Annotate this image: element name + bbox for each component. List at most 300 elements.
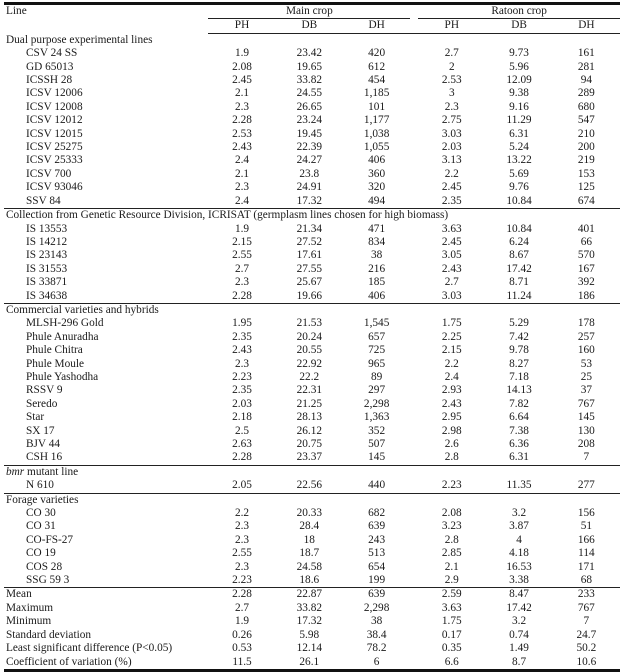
line-name: RSSV 9 <box>26 384 63 397</box>
table-row <box>4 384 620 397</box>
cell-value: 4.18 <box>509 547 529 560</box>
cell-value: 654 <box>368 560 386 573</box>
cell-value: 1,177 <box>363 114 390 127</box>
line-name: CSV 24 SS <box>26 47 78 60</box>
cell-value: 2.08 <box>232 60 252 73</box>
cell-value: 2.4 <box>234 154 250 167</box>
statistic-value: 7 <box>583 615 590 628</box>
cell-value: 2.3 <box>234 560 250 573</box>
cell-value: 6.36 <box>509 438 529 450</box>
statistic-value: 2.28 <box>208 588 275 602</box>
cell-value: 834 <box>368 235 386 248</box>
cell-value: 219 <box>577 154 595 167</box>
cell-value: 2.93 <box>441 384 462 397</box>
cell-value: 94 <box>580 74 592 87</box>
cell-value: 11.35 <box>506 479 532 492</box>
col-ratoon-ph: PH <box>418 19 485 33</box>
line-name: Phule Chitra <box>26 344 83 357</box>
cell-value: 24.58 <box>296 560 323 573</box>
cell-value: 2.98 <box>441 424 462 437</box>
line-name: IS 31553 <box>26 262 68 275</box>
line-name: COS 28 <box>26 560 63 573</box>
cell-value: 28.4 <box>299 520 320 533</box>
col-ratoon-dh: DH <box>553 19 620 33</box>
cell-value: 2.43 <box>232 141 252 154</box>
cell-value: 289 <box>577 87 595 100</box>
cell-value: 7 <box>583 451 590 464</box>
table-row <box>4 451 620 465</box>
cell-value: 19.45 <box>296 127 323 140</box>
table-row <box>4 425 620 438</box>
main-crop-header: Main crop <box>208 4 410 19</box>
cell-value: 2.8 <box>444 533 459 546</box>
line-name: Phule Anuradha <box>26 330 99 343</box>
statistic-value: 3.63 <box>441 601 462 614</box>
cell-value: 2.53 <box>232 127 252 140</box>
cell-value: 5.24 <box>509 141 529 154</box>
cell-value: 2 <box>448 60 455 73</box>
line-name: MLSH-296 Gold <box>26 317 104 330</box>
statistic-value: 0.26 <box>232 628 252 641</box>
cell-value: 2.53 <box>441 74 462 87</box>
statistic-value: 1.75 <box>441 615 462 628</box>
cell-value: 257 <box>577 330 595 343</box>
table-row <box>4 331 620 344</box>
cell-value: 2.85 <box>441 547 462 560</box>
line-name: ICSV 25275 <box>26 141 83 154</box>
cell-value: 24.55 <box>296 87 323 100</box>
cell-value: 9.73 <box>509 47 529 60</box>
statistic-value: 3.2 <box>511 615 527 628</box>
data-table <box>4 2 620 672</box>
cell-value: 3.2 <box>511 507 527 520</box>
statistic-value: 2,298 <box>363 601 390 614</box>
line-name: ICSV 25333 <box>26 154 83 167</box>
cell-value: 2.3 <box>444 100 459 113</box>
cell-value: 352 <box>368 424 386 437</box>
cell-value: 208 <box>577 438 595 450</box>
table-row <box>4 520 620 533</box>
cell-value: 22.31 <box>296 384 323 397</box>
cell-value: 2.15 <box>441 344 462 357</box>
cell-value: 10.84 <box>506 194 532 207</box>
cell-value: 23.42 <box>296 47 323 60</box>
table-row <box>4 358 620 371</box>
table-row <box>4 438 620 451</box>
cell-value: 2.7 <box>444 276 459 289</box>
cell-value: 19.65 <box>296 60 323 73</box>
cell-value: 2.6 <box>444 438 459 450</box>
table-row <box>4 181 620 194</box>
cell-value: 471 <box>368 222 386 235</box>
table-row <box>4 479 620 493</box>
cell-value: 507 <box>368 438 386 450</box>
cell-value: 20.55 <box>296 344 323 357</box>
cell-value: 186 <box>577 289 595 302</box>
table-row <box>4 128 620 141</box>
cell-value: 26.65 <box>296 100 323 113</box>
cell-value: 2.2 <box>444 167 459 180</box>
line-name: IS 33871 <box>26 276 68 289</box>
cell-value: 2.15 <box>232 235 252 248</box>
cell-value: 160 <box>577 344 595 357</box>
cell-value: 14.13 <box>506 384 532 397</box>
cell-value: 20.33 <box>296 507 323 520</box>
cell-value: 7.18 <box>509 370 529 383</box>
cell-value: 1.9 <box>234 47 250 60</box>
cell-value: 125 <box>577 181 595 194</box>
section-title <box>4 465 620 479</box>
cell-value: 6.24 <box>509 235 529 248</box>
statistic-value: 1.9 <box>234 615 250 628</box>
cell-value: 3.03 <box>441 289 462 302</box>
cell-value: 22.39 <box>296 141 323 154</box>
cell-value: 216 <box>368 262 386 275</box>
cell-value: 2.25 <box>441 330 462 343</box>
cell-value: 2.43 <box>441 397 462 410</box>
cell-value: 2.43 <box>232 344 252 357</box>
cell-value: 9.76 <box>509 181 529 194</box>
cell-value: 27.55 <box>296 262 323 275</box>
cell-value: 2.35 <box>232 384 252 397</box>
cell-value: 5.96 <box>509 60 529 73</box>
statistic-value: 38.4 <box>366 628 387 641</box>
statistic-name: Coefficient of variation (%) <box>6 655 132 668</box>
section-header-row <box>4 209 620 223</box>
cell-value: 281 <box>577 60 595 73</box>
cell-value: 25 <box>580 370 592 383</box>
cell-value: 171 <box>577 560 595 573</box>
cell-value: 2.23 <box>441 479 462 492</box>
cell-value: 2.4 <box>234 194 250 207</box>
cell-value: 20.75 <box>296 438 323 450</box>
table-row <box>4 411 620 424</box>
cell-value: 145 <box>577 411 595 424</box>
statistic-row <box>4 615 620 628</box>
cell-value: 16.53 <box>506 560 532 573</box>
cell-value: 2.28 <box>232 114 252 127</box>
line-name: CSH 16 <box>26 451 63 464</box>
line-name: CO 19 <box>26 547 56 560</box>
section-title-text: Commercial varieties and hybrids <box>6 303 159 316</box>
cell-value: 38 <box>370 249 383 262</box>
cell-value: 53 <box>580 357 592 370</box>
cell-value: 12.09 <box>506 74 532 87</box>
cell-value: 2.18 <box>232 411 252 424</box>
line-name: Phule Moule <box>26 357 85 370</box>
cell-value: 2.2 <box>234 507 250 520</box>
statistic-name: Least significant difference (P<0.05) <box>6 642 173 655</box>
table-row <box>4 574 620 588</box>
cell-value: 101 <box>368 100 386 113</box>
cell-value: 22.56 <box>296 479 323 492</box>
line-name: ICSV 93046 <box>26 181 83 194</box>
cell-value: 2.3 <box>234 357 250 370</box>
ratoon-crop-header: Ratoon crop <box>418 4 620 19</box>
cell-value: 17.42 <box>506 262 532 275</box>
section-title-text: Collection from Genetic Resource Division, ICRISAT (germplasm lines chosen for high biomass) <box>6 209 449 222</box>
cell-value: 2.4 <box>444 370 459 383</box>
cell-value: 3.05 <box>441 249 462 262</box>
cell-value: 1.75 <box>441 317 462 330</box>
col-main-ph: PH <box>208 19 275 33</box>
line-name: Star <box>26 411 45 424</box>
cell-value: 570 <box>577 249 595 262</box>
cell-value: 22.2 <box>299 370 320 383</box>
cell-value: 406 <box>368 289 386 302</box>
table-row <box>4 195 620 209</box>
line-name: ICSSH 28 <box>26 74 73 87</box>
cell-value: 200 <box>577 141 595 154</box>
cell-value: 680 <box>577 100 595 113</box>
cell-value: 2.7 <box>444 47 459 60</box>
statistic-value: 6 <box>373 655 380 668</box>
cell-value: 513 <box>368 547 386 560</box>
statistic-value: 17.32 <box>296 615 323 628</box>
cell-value: 277 <box>577 479 595 492</box>
cell-value: 18.7 <box>299 547 320 560</box>
statistic-name: Maximum <box>6 601 54 614</box>
line-name: SSG 59 3 <box>26 574 70 587</box>
table-row <box>4 290 620 304</box>
cell-value: 161 <box>577 47 595 60</box>
cell-value: 674 <box>577 194 595 207</box>
section-title <box>4 33 620 47</box>
cell-value: 2.55 <box>232 249 252 262</box>
line-name: SX 17 <box>26 424 55 437</box>
cell-value: 178 <box>577 317 595 330</box>
cell-value: 2.55 <box>232 547 252 560</box>
cell-value: 28.13 <box>296 411 323 424</box>
cell-value: 2.95 <box>441 411 462 424</box>
cell-value: 9.78 <box>509 344 529 357</box>
line-name: Phule Yashodha <box>26 370 99 383</box>
cell-value: 21.53 <box>296 317 323 330</box>
statistic-value: 38 <box>370 615 383 628</box>
statistic-value: 233 <box>553 588 620 602</box>
cell-value: 5.69 <box>509 167 529 180</box>
cell-value: 7.82 <box>509 397 529 410</box>
cell-value: 33.82 <box>296 74 323 87</box>
cell-value: 24.91 <box>296 181 323 194</box>
statistic-value: 8.47 <box>485 588 552 602</box>
cell-value: 9.38 <box>509 87 529 100</box>
table-row <box>4 61 620 74</box>
cell-value: 1,363 <box>363 411 390 424</box>
table-row <box>4 561 620 574</box>
line-column-header: Line <box>6 5 27 17</box>
cell-value: 360 <box>368 167 386 180</box>
statistic-value: 1.49 <box>509 642 529 655</box>
section-title <box>4 303 620 317</box>
statistic-name: Mean <box>4 588 208 602</box>
line-name: BJV 44 <box>26 438 61 450</box>
cell-value: 2.03 <box>232 397 252 410</box>
cell-value: 639 <box>368 520 386 533</box>
cell-value: 17.61 <box>296 249 323 262</box>
cell-value: 454 <box>368 74 386 87</box>
cell-value: 392 <box>577 276 595 289</box>
cell-value: 725 <box>368 344 386 357</box>
statistic-value: 0.53 <box>232 642 252 655</box>
line-name: ICSV 12012 <box>26 114 83 127</box>
statistic-value: 8.7 <box>511 655 527 668</box>
cell-value: 494 <box>368 194 386 207</box>
statistic-value: 10.6 <box>576 655 597 668</box>
cell-value: 166 <box>577 533 595 546</box>
table-row <box>4 534 620 547</box>
cell-value: 9.16 <box>509 100 529 113</box>
cell-value: 21.34 <box>296 222 323 235</box>
statistic-value: 26.1 <box>299 655 320 668</box>
cell-value: 2.28 <box>232 289 252 302</box>
cell-value: 2.5 <box>234 424 250 437</box>
cell-value: 2.3 <box>234 520 250 533</box>
line-name: ICSV 700 <box>26 167 72 180</box>
line-name: GD 65013 <box>26 60 74 73</box>
cell-value: 13.22 <box>506 154 532 167</box>
line-name: CO 31 <box>26 520 56 533</box>
cell-value: 2.3 <box>234 276 250 289</box>
cell-value: 2.03 <box>441 141 462 154</box>
cell-value: 37 <box>580 384 592 397</box>
cell-value: 1,545 <box>363 317 390 330</box>
statistic-value: 5.98 <box>299 628 320 641</box>
table-row <box>4 276 620 289</box>
table-row <box>4 114 620 127</box>
table-row <box>4 547 620 560</box>
cell-value: 2.1 <box>234 167 250 180</box>
cell-value: 167 <box>577 262 595 275</box>
cell-value: 767 <box>577 397 595 410</box>
table-row <box>4 74 620 87</box>
cell-value: 6.31 <box>509 451 529 464</box>
cell-value: 7.38 <box>509 424 529 437</box>
statistic-value: 2.59 <box>418 588 485 602</box>
table-row <box>4 507 620 520</box>
cell-value: 66 <box>580 235 592 248</box>
cell-value: 2.43 <box>441 262 462 275</box>
cell-value: 130 <box>577 424 595 437</box>
statistic-value: 0.17 <box>441 628 462 641</box>
cell-value: 3.63 <box>441 222 462 235</box>
cell-value: 2.45 <box>441 235 462 248</box>
line-name: N 610 <box>26 479 54 492</box>
cell-value: 199 <box>368 574 386 587</box>
cell-value: 18 <box>303 533 315 546</box>
statistic-value: 12.14 <box>296 642 323 655</box>
cell-value: 2.8 <box>444 451 459 464</box>
cell-value: 3.38 <box>509 574 529 587</box>
statistic-row <box>4 656 620 671</box>
section-header-row <box>4 493 620 507</box>
table-row <box>4 236 620 249</box>
cell-value: 2.9 <box>444 574 459 587</box>
cell-value: 2.23 <box>232 574 252 587</box>
table-row <box>4 263 620 276</box>
cell-value: 6.31 <box>509 127 529 140</box>
cell-value: 2.28 <box>232 451 252 464</box>
cell-value: 657 <box>368 330 386 343</box>
cell-value: 51 <box>580 520 592 533</box>
cell-value: 243 <box>368 533 386 546</box>
section-title <box>4 209 620 223</box>
cell-value: 27.52 <box>296 235 323 248</box>
col-ratoon-db: DB <box>485 19 552 33</box>
cell-value: 26.12 <box>296 424 323 437</box>
cell-value: 22.92 <box>296 357 323 370</box>
statistic-name: Minimum <box>6 615 52 628</box>
cell-value: 1,185 <box>363 87 390 100</box>
cell-value: 24.27 <box>296 154 323 167</box>
cell-value: 8.67 <box>509 249 529 262</box>
cell-value: 297 <box>368 384 386 397</box>
cell-value: 2.45 <box>232 74 252 87</box>
cell-value: 25.67 <box>296 276 323 289</box>
line-name: ICSV 12006 <box>26 87 83 100</box>
cell-value: 8.71 <box>509 276 529 289</box>
cell-value: 23.37 <box>296 451 323 464</box>
table-row <box>4 141 620 154</box>
cell-value: 145 <box>368 451 386 464</box>
cell-value: 2.08 <box>441 507 462 520</box>
cell-value: 2.1 <box>444 560 459 573</box>
line-name: IS 14212 <box>26 235 68 248</box>
cell-value: 3.13 <box>441 154 462 167</box>
line-name: CO 30 <box>26 507 56 520</box>
cell-value: 612 <box>368 60 386 73</box>
section-title-text: Dual purpose experimental lines <box>6 33 153 46</box>
cell-value: 2.05 <box>232 479 252 492</box>
statistic-value: 33.82 <box>296 601 323 614</box>
table-row <box>4 398 620 411</box>
statistic-value: 78.2 <box>366 642 387 655</box>
cell-value: 153 <box>577 167 595 180</box>
section-header-row <box>4 465 620 479</box>
cell-value: 68 <box>580 574 592 587</box>
line-name: ICSV 12015 <box>26 127 83 140</box>
line-name: ICSV 12008 <box>26 100 83 113</box>
cell-value: 3.03 <box>441 127 462 140</box>
statistic-value: 17.42 <box>506 601 532 614</box>
cell-value: 406 <box>368 154 386 167</box>
cell-value: 2.35 <box>232 330 252 343</box>
table-row <box>4 249 620 262</box>
cell-value: 2.3 <box>234 100 250 113</box>
cell-value: 185 <box>368 276 386 289</box>
cell-value: 2.63 <box>232 438 252 450</box>
cell-value: 8.27 <box>509 357 529 370</box>
statistic-value: 6.6 <box>444 655 459 668</box>
statistic-value: 50.2 <box>576 642 597 655</box>
cell-value: 7.42 <box>509 330 529 343</box>
cell-value: 401 <box>577 222 595 235</box>
cell-value: 3.23 <box>441 520 462 533</box>
cell-value: 965 <box>368 357 386 370</box>
statistic-value: 11.5 <box>232 655 252 668</box>
col-main-dh: DH <box>343 19 410 33</box>
statistic-value: 24.7 <box>576 628 597 641</box>
cell-value: 1.9 <box>234 222 250 235</box>
table-row <box>4 371 620 384</box>
cell-value: 21.25 <box>296 397 323 410</box>
line-name: IS 23143 <box>26 249 68 262</box>
col-main-db: DB <box>276 19 343 33</box>
cell-value: 2.7 <box>234 262 250 275</box>
cell-value: 2.45 <box>441 181 462 194</box>
cell-value: 23.24 <box>296 114 323 127</box>
cell-value: 6.64 <box>509 411 529 424</box>
